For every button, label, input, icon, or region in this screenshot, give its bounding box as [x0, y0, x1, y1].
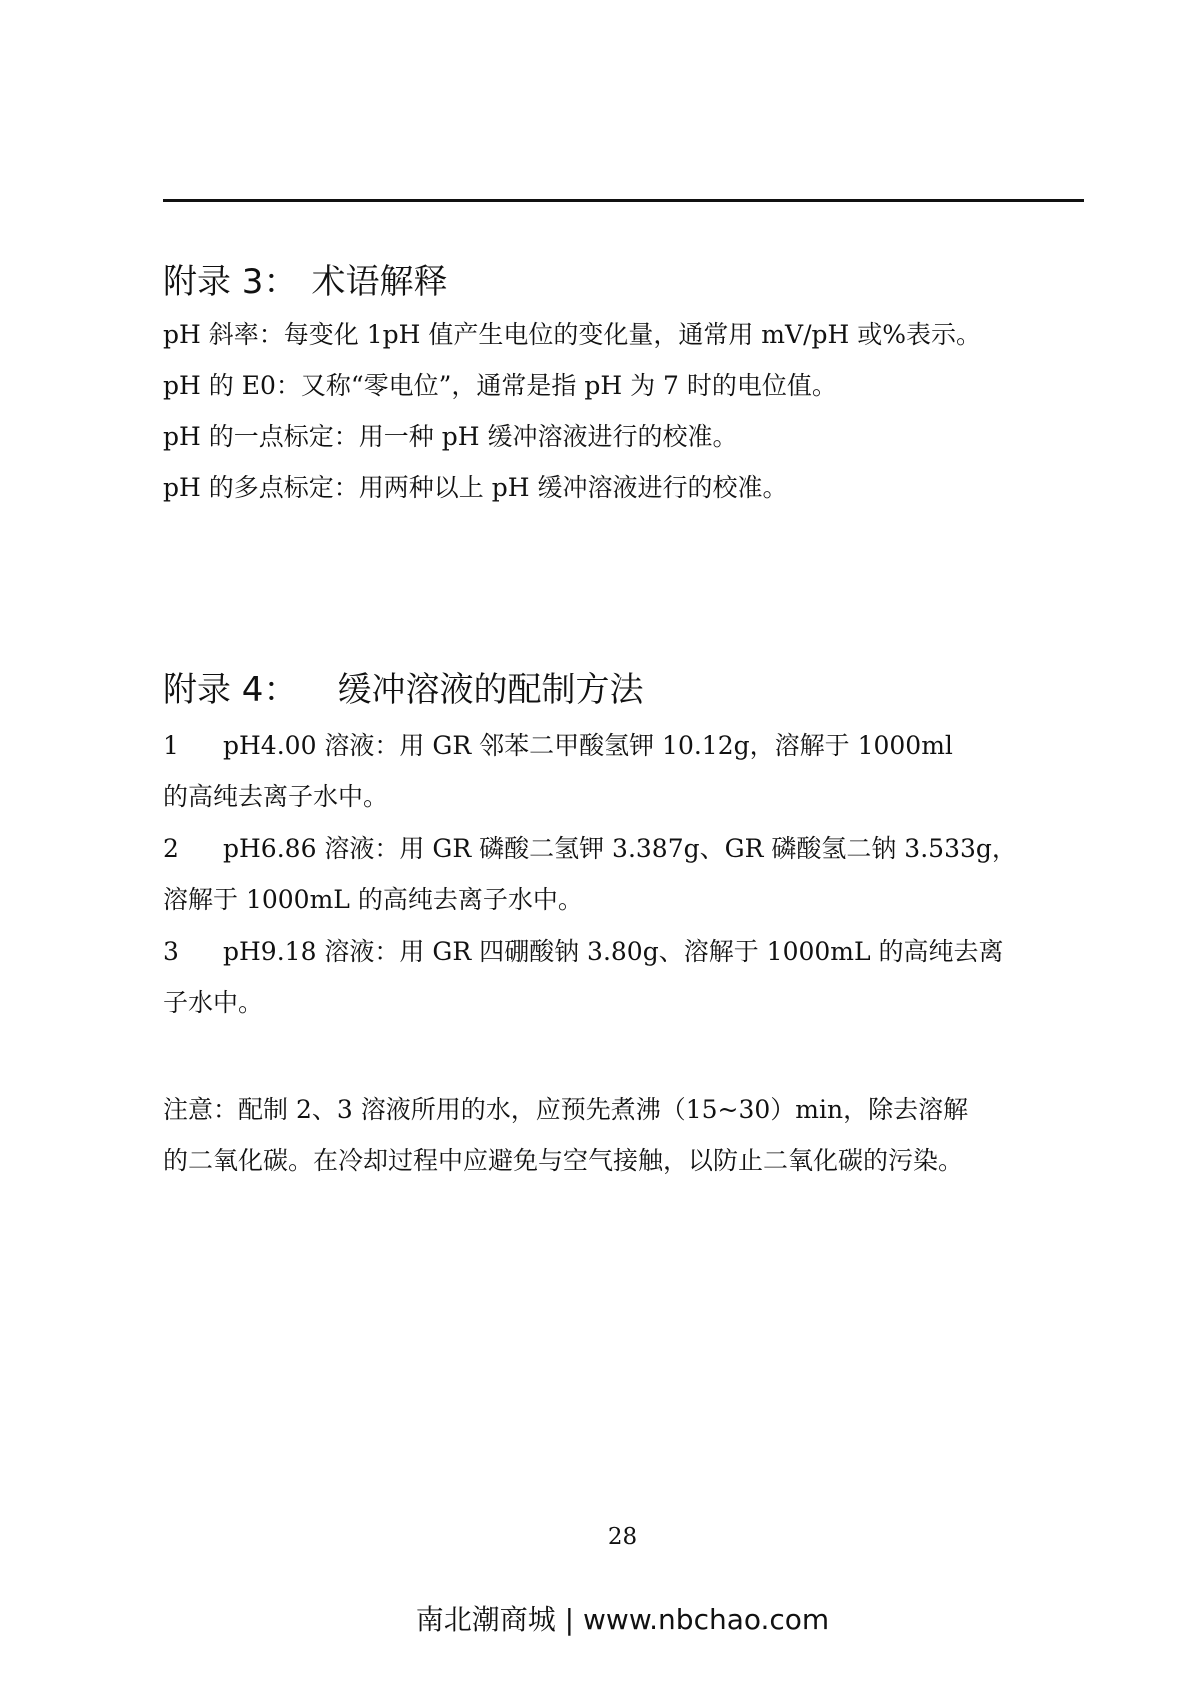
note-line: 的二氧化碳。在冷却过程中应避免与空气接触，以防止二氧化碳的污染。: [163, 1146, 964, 1175]
buffer-item-3: [163, 936, 1004, 968]
term-line: pH 的多点标定：用两种以上 pH 缓冲溶液进行的校准。: [163, 473, 788, 502]
item-continuation: 的高纯去离子水中。: [163, 782, 389, 811]
buffer-item-2: [163, 833, 1017, 865]
appendix3-label: 附录 3：: [163, 262, 298, 302]
appendix4-title: 缓冲溶液的配制方法: [337, 670, 644, 710]
item-number: 1: [163, 731, 179, 760]
footer-brand: 南北潮商城 | www.nbchao.com: [415, 1603, 830, 1636]
item-number: 2: [163, 834, 179, 863]
term-line: pH 的 E0：又称“零电位”，通常是指 pH 为 7 时的电位值。: [163, 371, 837, 400]
term-line: pH 斜率：每变化 1pH 值产生电位的变化量，通常用 mV/pH 或%表示。: [163, 320, 981, 349]
item-continuation: 溶解于 1000mL 的高纯去离子水中。: [163, 885, 583, 914]
item-continuation: 子水中。: [163, 988, 264, 1017]
item-number: 3: [163, 937, 179, 966]
item-text: pH4.00 溶液：用 GR 邻苯二甲酸氢钾 10.12g，溶解于 1000ml: [223, 731, 953, 760]
item-text: pH6.86 溶液：用 GR 磷酸二氢钾 3.387g、GR 磷酸氢二钠 3.533g，: [223, 834, 1017, 863]
header-rule: [163, 199, 1084, 202]
note-line: 注意：配制 2、3 溶液所用的水，应预先煮沸（15~30）min，除去溶解: [163, 1095, 969, 1124]
appendix3-heading: [163, 262, 447, 302]
appendix4-label: 附录 4：: [163, 670, 298, 710]
buffer-item-1: [163, 730, 953, 762]
page-number: 28: [607, 1524, 638, 1550]
appendix4-heading: [163, 670, 643, 710]
term-line: pH 的一点标定：用一种 pH 缓冲溶液进行的校准。: [163, 422, 738, 451]
appendix3-title: 术语解释: [311, 262, 448, 302]
item-text: pH9.18 溶液：用 GR 四硼酸钠 3.80g、溶解于 1000mL 的高纯去离: [223, 937, 1004, 966]
